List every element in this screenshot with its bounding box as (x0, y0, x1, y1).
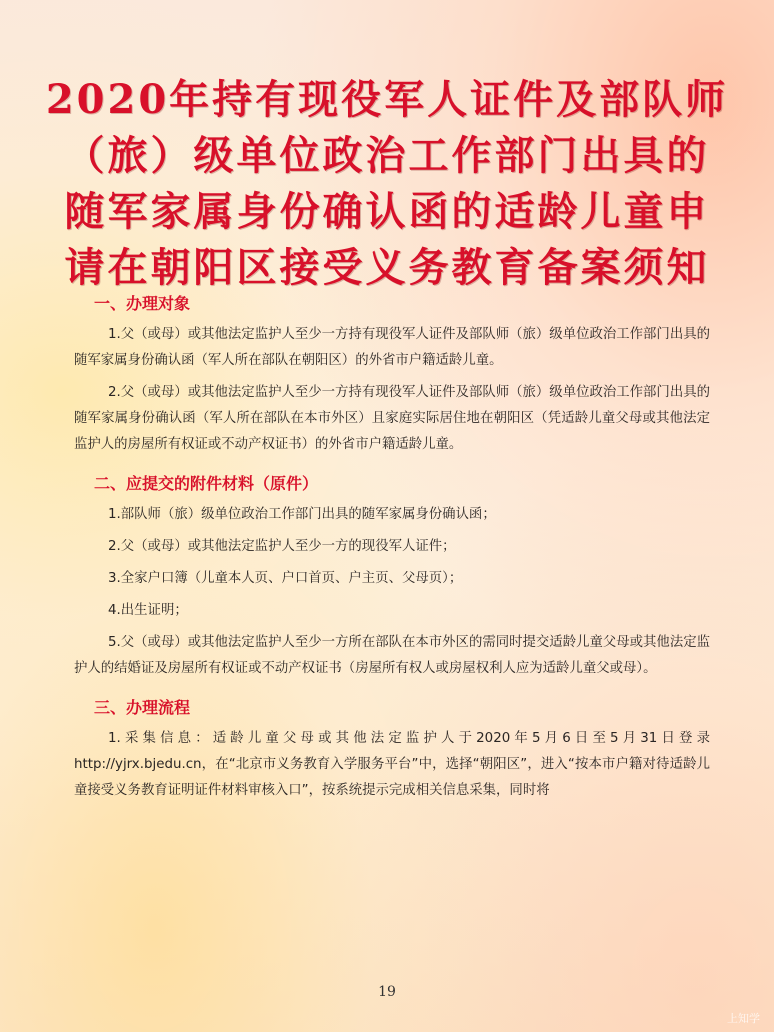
section-required-materials (74, 472, 710, 682)
watermark: 上知学 (727, 1012, 760, 1025)
section-heading: 二、应提交的附件材料（原件） (94, 474, 319, 493)
title-line-2: （旅）级单位政治工作部门出具的 (64, 132, 710, 179)
paragraph: 3.全家户口簿（儿童本人页、户口首页、户主页、父母页）； (108, 571, 463, 586)
document-title (0, 72, 774, 296)
paragraph: 1.部队师（旅）级单位政治工作部门出具的随军家属身份确认函； (108, 507, 496, 522)
paragraph: 4.出生证明； (108, 603, 188, 618)
paragraph: 1.父（或母）或其他法定监护人至少一方持有现役军人证件及部队师（旅）级单位政治工作部门出具的随军家属身份确认函（军人所在部队在朝阳区）的外省市户籍适龄儿童。 (74, 327, 710, 368)
paragraph: 2.父（或母）或其他法定监护人至少一方的现役军人证件； (108, 539, 456, 554)
section-heading: 三、办理流程 (94, 698, 191, 717)
section-handling-targets (74, 292, 710, 458)
title-line-4: 请在朝阳区接受义务教育备案须知 (64, 244, 710, 291)
title-line-3: 随军家属身份确认函的适龄儿童申 (64, 188, 710, 235)
paragraph: 5.父（或母）或其他法定监护人至少一方所在部队在本市外区的需同时提交适龄儿童父母或其他法定监护人的结婚证及房屋所有权证或不动产权证书（房屋所有权人或房屋权利人应为适龄儿童父或母）。 (74, 635, 710, 676)
paragraph: 2.父（或母）或其他法定监护人至少一方持有现役军人证件及部队师（旅）级单位政治工作部门出具的随军家属身份确认函（军人所在部队在本市外区）且家庭实际居住地在朝阳区（凭适龄儿童父母或其他法定监护人的房屋所有权证或不动产权证书）的外省市户籍适龄儿童。 (74, 385, 710, 452)
title-line-1: 2020年持有现役军人证件及部队师 (45, 76, 729, 123)
paragraph: 1.采集信息：适龄儿童父母或其他法定监护人于2020年5月6日至5月31日登录 http://yjrx.bjedu.cn，在“北京市义务教育入学服务平台”中，选择“朝阳区”，进入“按本市户籍对待适龄儿童接受义务教育证明证件材料审核入口”，按系统提示完成相关信息采集，同时将 (74, 731, 710, 798)
page-number: 19 (378, 984, 396, 1000)
section-heading: 一、办理对象 (94, 294, 191, 313)
document-body (74, 292, 710, 804)
section-process (74, 696, 710, 804)
